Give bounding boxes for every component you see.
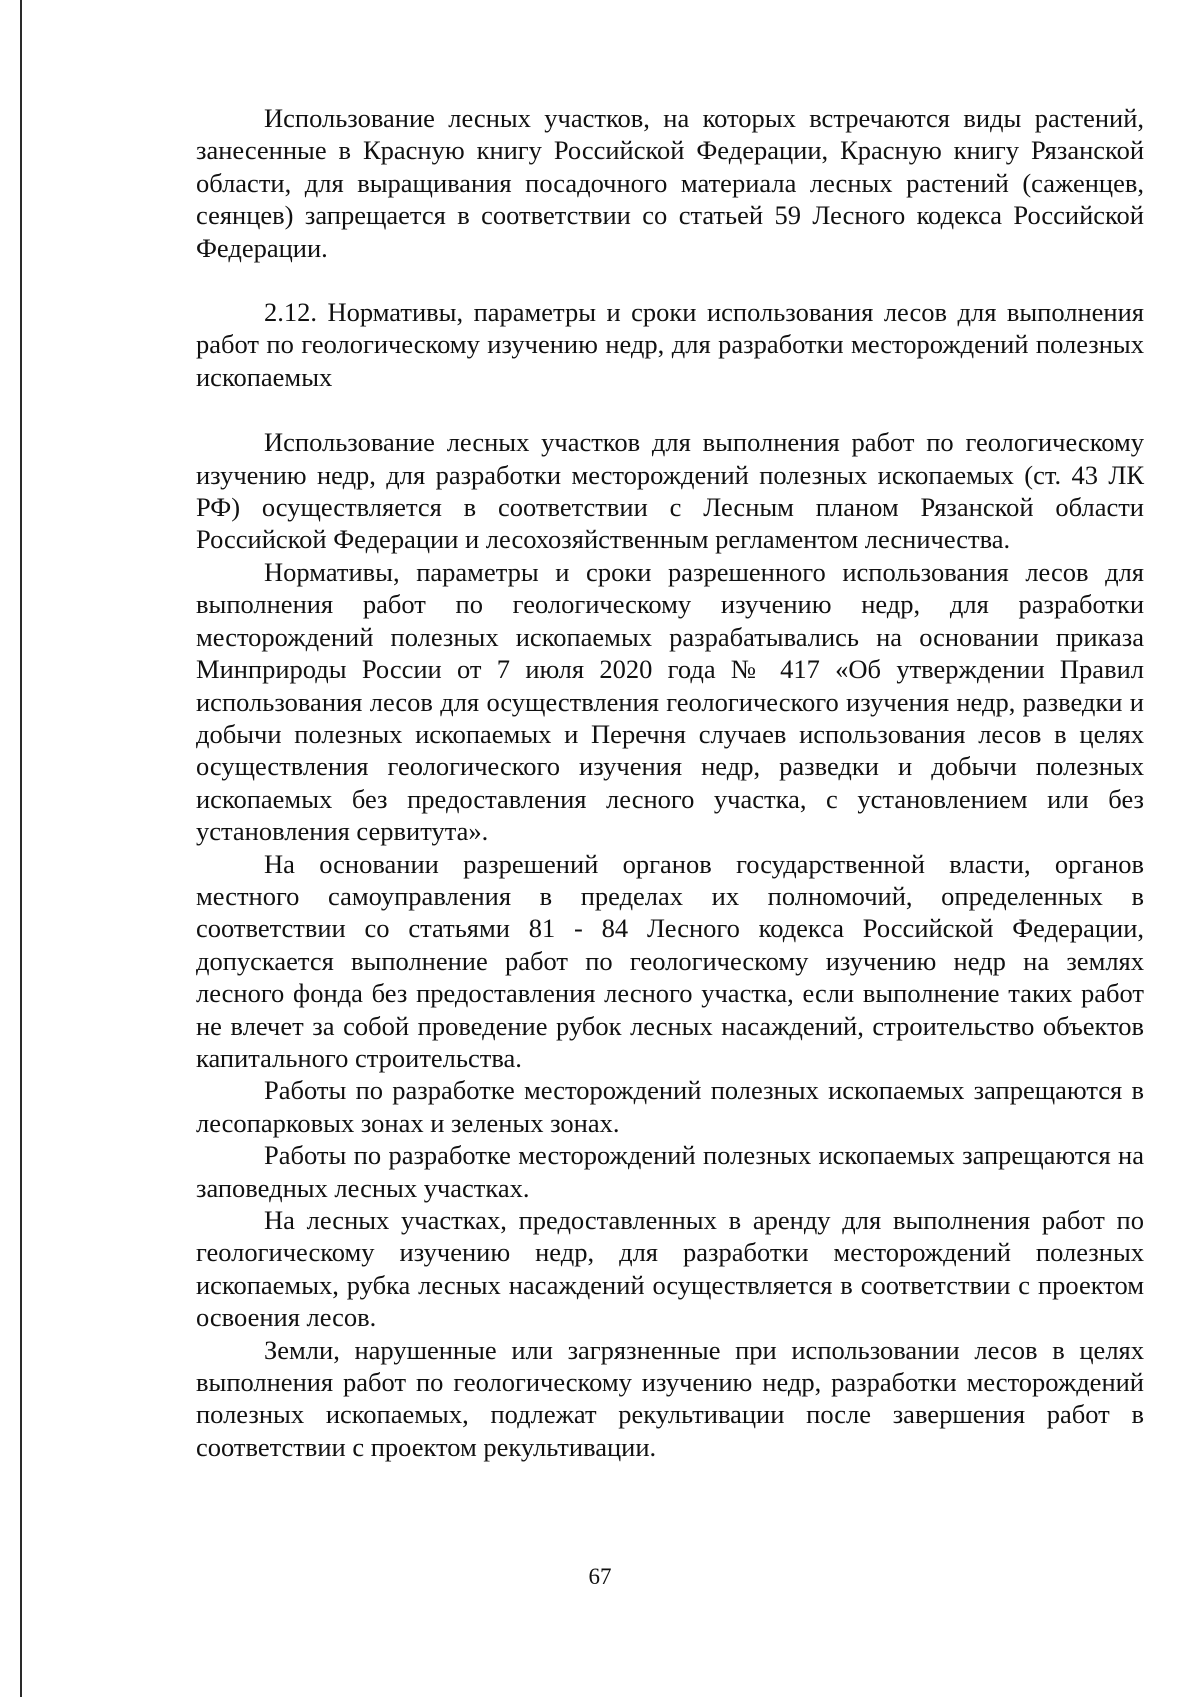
paragraph-norms-order: Нормативы, параметры и сроки разрешенного использования лесов для выполнения работ по геологическому изучению недр, для разработки месторождений полезных ископаемых разрабатывались на основании приказа Минприроды России от 7 июля 2020 года № 417 «Об утверждении Правил использования лесов для осуществления геологического изучения недр, разведки и добычи полезных ископаемых и Перечня случаев использования лесов в целях осуществления геологического изучения недр, разведки и добычи полезных ископаемых без предоставления лесного участка, с установлением или без установления сервитута». [196,556,1144,847]
paragraph-recultivation: Земли, нарушенные или загрязненные при использовании лесов в целях выполнения работ по геологическому изучению недр, разработки месторождений полезных ископаемых, подлежат рекультивации после завершения работ в соответствии с проектом рекультивации. [196,1334,1144,1462]
paragraph-forest-park-ban: Работы по разработке месторождений полезных ископаемых запрещаются в лесопарковых зонах и зеленых зонах. [196,1075,1144,1138]
paragraph-reserve-ban: Работы по разработке месторождений полезных ископаемых запрещаются на заповедных лесных участках. [196,1140,1144,1203]
section-heading-2-12: 2.12. Нормативы, параметры и сроки использования лесов для выполнения работ по геологическому изучению недр, для разработки месторождений полезных ископаемых [196,297,1144,392]
paragraph-usage-basis: Использование лесных участков для выполнения работ по геологическому изучению недр, для разработки месторождений полезных ископаемых (ст. 43 ЛК РФ) осуществляется в соответствии с Лесным планом Рязанской области Российской Федерации и лесохозяйственным регламентом лесничества. [196,427,1144,555]
scan-left-edge [20,0,22,1697]
paragraph-red-book-restriction: Использование лесных участков, на которых встречаются виды растений, занесенные в Красную книгу Российской Федерации, Красную книгу Рязанской области, для выращивания посадочного материала лесных растений (саженцев, сеянцев) запрещается в соответствии со статьей 59 Лесного кодекса Российской Федерации. [196,103,1144,263]
paragraph-leased-plots: На лесных участках, предоставленных в аренду для выполнения работ по геологическому изучению недр, для разработки месторождений полезных ископаемых, рубка лесных насаждений осуществляется в соответствии с проектом освоения лесов. [196,1205,1144,1333]
paragraph-permissions: На основании разрешений органов государственной власти, органов местного самоуправления в пределах их полномочий, определенных в соответствии со статьями 81 - 84 Лесного кодекса Российской Федерации, допускается выполнение работ по геологическому изучению недр на землях лесного фонда без предоставления лесного участка, если выполнение таких работ не влечет за собой проведение рубок лесных насаждений, строительство объектов капитального строительства. [196,848,1144,1073]
document-body [196,102,1144,1463]
page-number: 67 [588,1564,612,1589]
